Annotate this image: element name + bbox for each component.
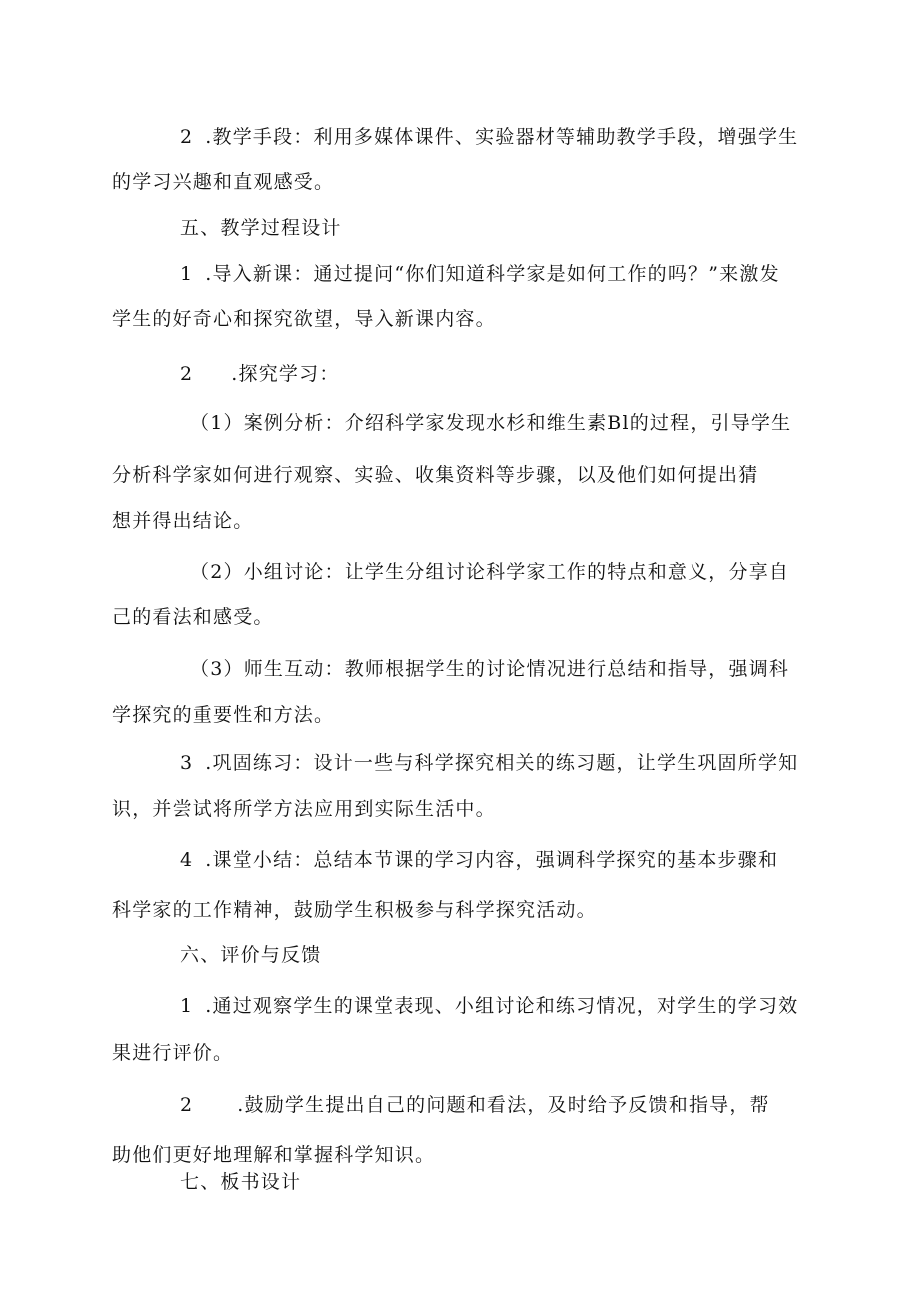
paragraph-line — [180, 362, 340, 386]
paragraph-text: .课堂小结：总结本节课的学习内容，强调科学探究的基本步骤和 — [205, 849, 779, 871]
list-number: 2 — [180, 126, 194, 148]
paragraph-line: 识，并尝试将所学方法应用到实际生活中。 — [112, 798, 496, 820]
paragraph-text: .通过观察学生的课堂表现、小组讨论和练习情况，对学生的学习效 — [205, 995, 799, 1017]
paragraph-line — [180, 994, 798, 1018]
paragraph-line: 学生的好奇心和探究欲望，导入新课内容。 — [112, 308, 496, 330]
paragraph-line: 分析科学家如何进行观察、实验、收集资料等步骤，以及他们如何提出猜 — [112, 464, 759, 486]
paragraph-line — [180, 125, 798, 149]
section-heading: 七、板书设计 — [180, 1171, 302, 1193]
paragraph-text: .教学手段：利用多媒体课件、实验器材等辅助教学手段，增强学生 — [205, 126, 799, 148]
section-heading: 六、评价与反馈 — [180, 944, 322, 966]
list-number: 1 — [180, 263, 194, 285]
paragraph-line: 想并得出结论。 — [112, 510, 254, 532]
list-number: 3 — [180, 752, 194, 774]
paragraph-line — [180, 848, 778, 872]
paragraph-line — [180, 1093, 770, 1117]
paragraph-line: （1）案例分析：介绍科学家发现水杉和维生素Bl的过程，引导学生 — [190, 412, 792, 434]
paragraph-line: （2）小组讨论：让学生分组讨论科学家工作的特点和意义，分享自 — [190, 561, 790, 583]
section-heading: 五、教学过程设计 — [180, 217, 342, 239]
paragraph-line — [180, 751, 798, 775]
paragraph-text: .巩固练习：设计一些与科学探究相关的练习题，让学生巩固所学知 — [205, 752, 799, 774]
paragraph-line: 学探究的重要性和方法。 — [112, 704, 335, 726]
list-number: 2 — [180, 363, 194, 385]
paragraph-line — [180, 262, 780, 286]
paragraph-line: 果进行评价。 — [112, 1042, 234, 1064]
list-number: 1 — [180, 995, 194, 1017]
paragraph-line: 助他们更好地理解和掌握科学知识。 — [112, 1144, 436, 1166]
paragraph-line: 的学习兴趣和直观感受。 — [112, 171, 335, 193]
paragraph-text: .鼓励学生提出自己的问题和看法，及时给予反馈和指导，帮 — [237, 1094, 770, 1116]
list-number: 4 — [180, 849, 194, 871]
paragraph-line: （3）师生互动：教师根据学生的讨论情况进行总结和指导，强调科 — [190, 658, 790, 680]
paragraph-text: .探究学习： — [231, 363, 340, 385]
paragraph-line: 科学家的工作精神，鼓励学生积极参与科学探究活动。 — [112, 899, 597, 921]
list-number: 2 — [180, 1094, 194, 1116]
paragraph-line: 己的看法和感受。 — [112, 606, 274, 628]
paragraph-text: .导入新课：通过提问“你们知道科学家是如何工作的吗？”来激发 — [205, 263, 780, 285]
